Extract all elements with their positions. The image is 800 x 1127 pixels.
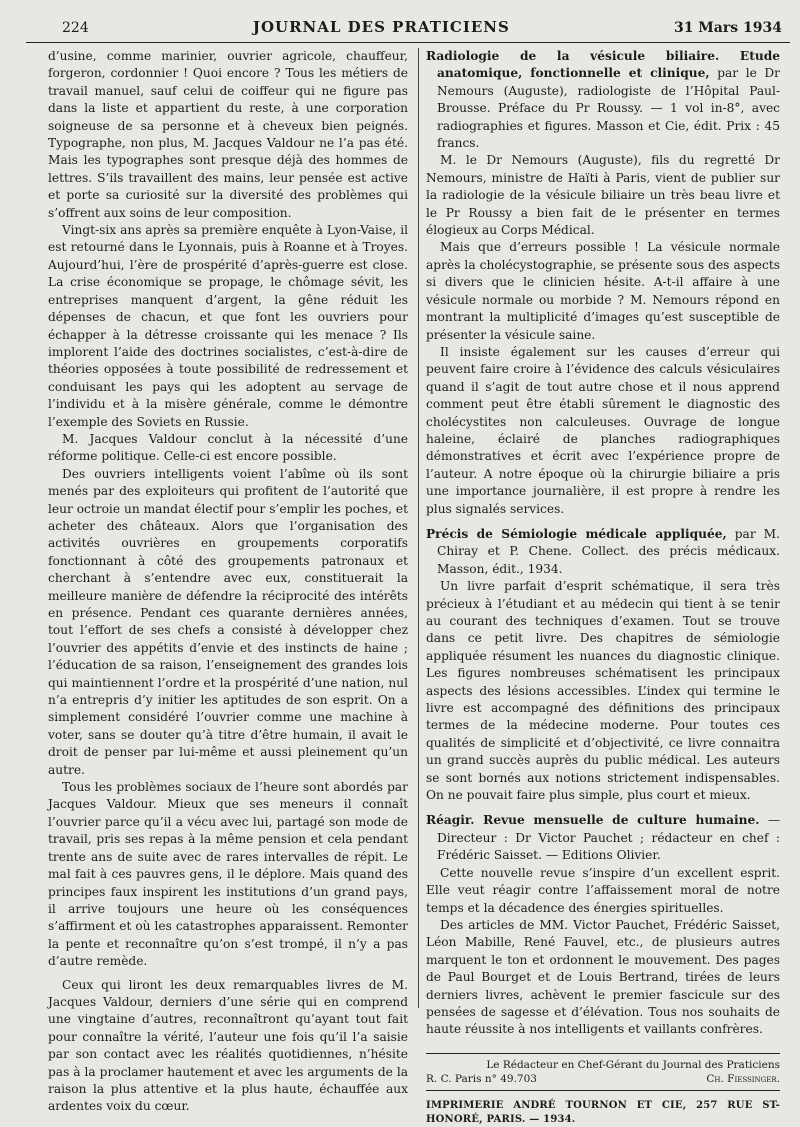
paragraph: Tous les problèmes sociaux de l’heure sont abordés par Jacques Valdour. Mieux que ses meneurs il connaît l’ouvrier parce qu’il a vécu avec lui, partagé son mode de travail, pris ses repas à la même pension et cela pendant trente ans de suite avec de rares intervalles de répit. Le mal fait à ces pauvres gens, il le déplore. Mais quand des principes faux inspirent les institutions d’un grand pays, il arrive toujours une heure où les conséquences s’affirment et où les catastrophes apparaissent. Remonter la pente et reconnaître qu’on s’est trompé, il n’y a pas d’autre remède. xyxy=(48,780,408,969)
running-header xyxy=(62,18,782,40)
header-rule xyxy=(26,42,790,43)
issue-date: 31 Mars 1934 xyxy=(673,20,782,36)
footer-rule xyxy=(426,1053,780,1054)
registration-number: R. C. Paris n° 49.703 xyxy=(426,1072,537,1085)
review-header xyxy=(426,526,780,578)
journal-title: JOURNAL DES PRATICIENS xyxy=(252,18,510,36)
printer-line: IMPRIMERIE ANDRÉ TOURNON ET CIE, 257 RUE ST-HONORÉ, PARIS. — 1934. xyxy=(426,1099,780,1125)
editor-name: Ch. Fiessinger. xyxy=(706,1072,780,1085)
review-bibliography: par le Dr Nemours (Auguste), radiologiste de l’Hôpital Paul-Brousse. Préface du Pr Roussy. — 1 vol in-8°, avec radiographies et figures. Masson et Cie, édit. Prix : 45 francs. xyxy=(437,66,781,151)
paragraph: M. Jacques Valdour conclut à la nécessité d’une réforme politique. Celle-ci est encore possible. xyxy=(48,431,408,464)
review-header xyxy=(426,812,780,864)
colophon xyxy=(426,1058,780,1127)
paragraph: Des articles de MM. Victor Pauchet, Frédéric Saisset, Léon Mabille, René Fauvel, etc., de plusieurs autres marquent le ton et ordonnent le mouvement. Des pages de Paul Bourget et de Louis Bertrand, tirées de leurs derniers livres, achèvent le premier fascicule sur des pensées de sagesse et d’élévation. Tous nos souhaits de haute réussite à nos intelligents et vaillants confrères. xyxy=(426,917,780,1037)
paragraph: Cette nouvelle revue s’inspire d’un excellent esprit. Elle veut réagir contre l’affaissement moral de notre temps et la décadence des énergies spirituelles. xyxy=(426,865,780,915)
review-bibliography: — Directeur : Dr Victor Pauchet ; rédacteur en chef : Frédéric Saisset. — Editions Olivier. xyxy=(437,813,780,863)
paragraph: d’usine, comme marinier, ouvrier agricole, chauffeur, forgeron, cordonnier ! Quoi encore ? Tous les métiers de travail manuel, sauf celui de coiffeur qui ne figure pas dans la liste et appartient du reste, à une corporation soigneuse de sa personne et à cheveux bien peignés. Typographe, non plus, M. Jacques Valdour ne l’a pas été. Mais les typographes sont presque déjà des hommes de lettres. S’ils travaillent des mains, leur pensée est active et porte sa curiosité sur la diversité des problèmes qui s’offrent aux soins de leur composition. xyxy=(48,49,408,220)
paragraph: Il insiste également sur les causes d’erreur qui peuvent faire croire à l’évidence des calculs vésiculaires quand il s’agit de tout autre chose et il nous apprend comment peut être établi sûrement le diagnostic des cholécystites non calculeuses. Ouvrage de longue haleine, éclairé de planches radiographiques démonstratives et écrit avec l’expérience propre de l’auteur. A notre époque où la chirurgie biliaire a pris une importance journalière, il est propre à rendre les plus signalés services. xyxy=(426,344,780,516)
page-number: 224 xyxy=(62,20,89,36)
column-divider xyxy=(418,48,419,1008)
paragraph: Vingt-six ans après sa première enquête à Lyon-Vaise, il est retourné dans le Lyonnais, puis à Roanne et à Troyes. Aujourd’hui, l’ère de prospérité d’après-guerre est close. La crise économique se propage, le chômage sévit, les entreprises manquent d’argent, la gêne réduit les dépenses de chacun, et que font les ouvriers pour échapper à la détresse croissante qui les menace ? Ils implorent l’aide des doctrines socialistes, c’est-à-dire de théories opposées à toute possibilité de redressement et conduisant les pays qui les adoptent au servage de l’individu et à la misère générale, comme le démontre l’exemple des Soviets en Russie. xyxy=(48,223,408,429)
review-title: Radiologie de la vésicule biliaire. Etude anatomique, fonctionnelle et clinique, xyxy=(426,49,780,81)
right-column xyxy=(426,48,780,1127)
review-bibliography: par M. Chiray et P. Chene. Collect. des précis médicaux. Masson, édit., 1934. xyxy=(437,526,781,576)
printer-rule xyxy=(426,1090,780,1091)
editor-line: Le Rédacteur en Chef-Gérant du Journal des Praticiens xyxy=(486,1058,780,1071)
review-title: Précis de Sémiologie médicale appliquée, xyxy=(426,526,727,541)
paragraph: Un livre parfait d’esprit schématique, il sera très précieux à l’étudiant et au médecin qui tient à se tenir au courant des techniques d’examen. Tout se trouve dans ce petit livre. Des chapitres de sémiologie appliquée résument les nuances du diagnostic clinique. Les figures nombreuses schématisent les principaux aspects des lésions accessibles. L’index qui termine le livre est accompagné des définitions des principaux termes de la médecine moderne. Pour toutes ces qualités de simplicité et d’objectivité, ce livre connaitra un grand succès auprès du public médical. Les auteurs se sont bornés aux notions strictement indispensables. On ne pouvait faire plus simple, plus court et mieux. xyxy=(426,579,780,803)
review-title: Réagir. Revue mensuelle de culture humaine. xyxy=(426,813,760,828)
review-header xyxy=(426,48,780,152)
paragraph: Des ouvriers intelligents voient l’abîme où ils sont menés par des exploiteurs qui profitent de l’autorité que leur octroie un mandat électif pour s’emplir les poches, et acheter des châteaux. Alors que l’organisation des activités ouvrières en groupements corporatifs fonctionnant à côté des groupements patronaux et cherchant à s’entendre avec eux, constituerait la meilleure manière de défendre la réciprocité des intérêts en présence. Pendant ces quarante dernières années, tout l’effort de ses chefs a consisté à développer chez l’ouvrier des appétits d’envie et des instincts de haine ; l’éducation de sa raison, l’enseignement des grandes lois qui maintiennent l’ordre et la prospérité d’une nation, nul n’a entrepris d’y initier les aptitudes de son esprit. On a simplement considéré l’ouvrier comme une machine à voter, sans se douter qu’à titre d’être humain, il avait le droit de penser par lui-même et aussi pleinement qu’un autre. xyxy=(48,466,408,777)
paragraph: Mais que d’erreurs possible ! La vésicule normale après la cholécystographie, se présente sous des aspects si divers que le clinicien hésite. A-t-il affaire à une vésicule normale ou morbide ? M. Nemours répond en montrant la multiplicité d’images qu’est susceptible de présenter la vésicule saine. xyxy=(426,240,780,342)
left-column xyxy=(48,48,408,1116)
paragraph: Ceux qui liront les deux remarquables livres de M. Jacques Valdour, derniers d’une série qui en comprend une vingtaine d’autres, reconnaîtront qu’ayant tout fait pour connaître la vérité, l’auteur une fois qu’il l’a saisie par son contact avec les réalités quotidiennes, n’hésite pas à la proclamer hautement et avec les arguments de la raison la plus attentive et la plus haute, échauffée aux ardentes voix du cœur. xyxy=(48,977,408,1114)
paragraph: M. le Dr Nemours (Auguste), fils du regretté Dr Nemours, ministre de Haïti à Paris, vient de publier sur la radiologie de la vésicule biliaire un très beau livre et le Pr Roussy a bien fait de le présenter en termes élogieux au Corps Médical. xyxy=(426,153,780,238)
